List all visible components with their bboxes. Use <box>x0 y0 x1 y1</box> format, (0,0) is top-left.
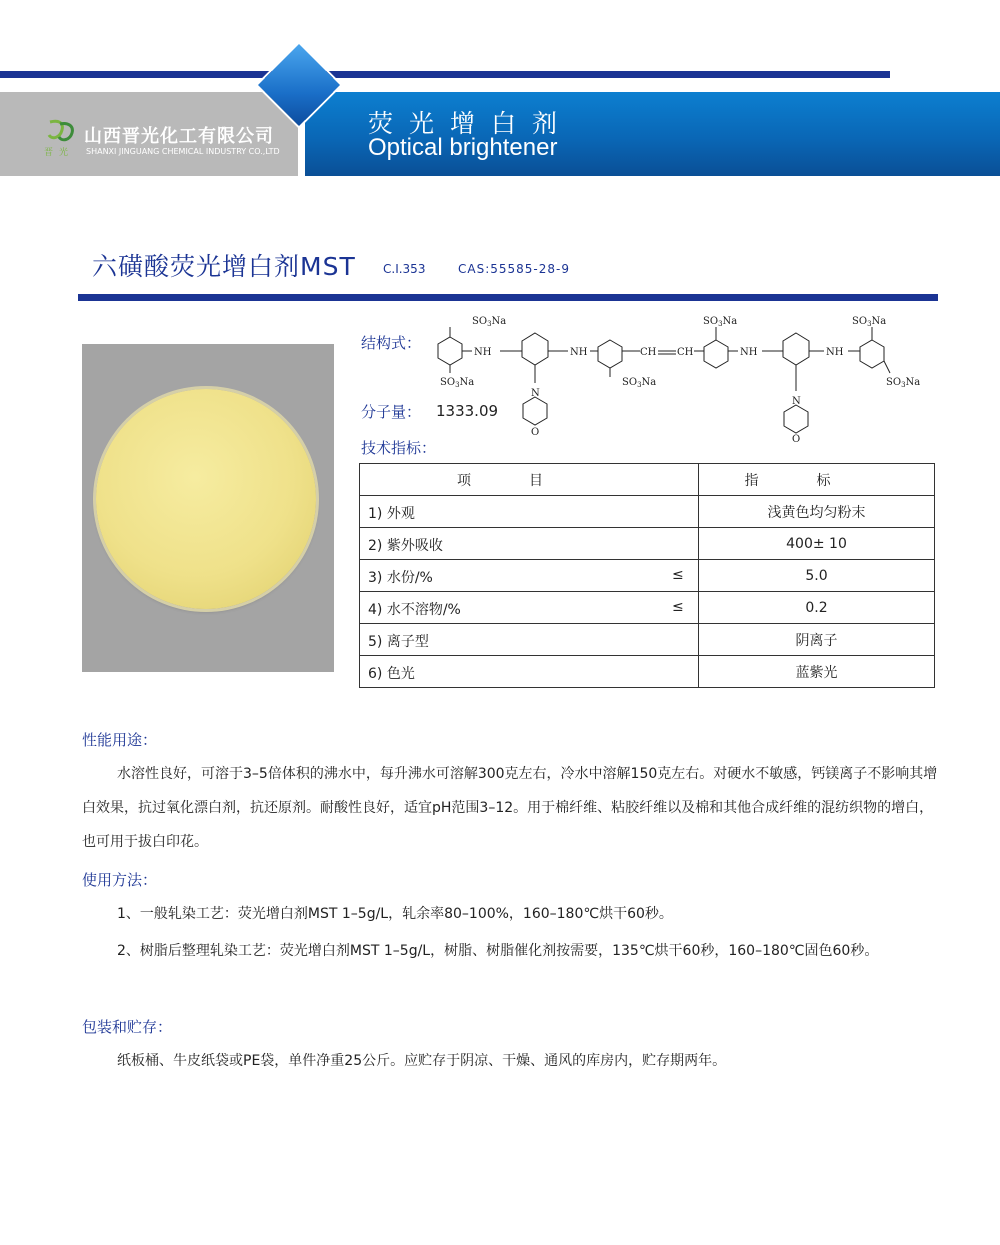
category-title-cn: 荧光增白剂 <box>368 109 574 138</box>
svg-text:SO3Na: $SO_3Na$ <box>703 316 738 328</box>
product-title: 六磺酸荧光增白剂MST <box>92 252 356 281</box>
svg-text:CH: CH <box>677 347 694 358</box>
molecular-weight-label: 分子量： <box>361 403 422 421</box>
table-row <box>360 560 935 592</box>
performance-text: 水溶性良好，可溶于3–5倍体积的沸水中，每升沸水可溶解300克左右，冷水中溶解150克左右。对硬水不敏感，钙镁离子不影响其增白效果，抗过氧化漂白剂，抗还原剂。耐酸性良好，适宜pH范围3–12。用于棉纤维、粘胶纤维以及棉和其他合成纤维的混纺织物的增白，也可用于拔白印花。 <box>82 766 938 850</box>
row-item: 5) 离子型 <box>368 634 429 650</box>
svg-text:SO3Na: $SO_3Na$ <box>886 377 921 389</box>
header-item: 项目 <box>360 464 699 496</box>
header-spec: 指标 <box>699 464 935 496</box>
performance-heading: 性能用途： <box>82 731 158 749</box>
molecular-weight-value: 1333.09 <box>436 402 499 420</box>
table-header-row <box>360 464 935 496</box>
category-title-en: Optical brightener <box>368 134 558 161</box>
company-name-cn: 山西晋光化工有限公司 <box>84 126 274 147</box>
product-cas-number: CAS:55585-28-9 <box>458 262 570 276</box>
header-top-rule <box>0 71 890 78</box>
table-row <box>360 528 935 560</box>
company-logo-icon <box>46 118 76 146</box>
svg-text:CH: CH <box>640 347 657 358</box>
svg-text:NH: NH <box>570 347 588 358</box>
company-name-en: SHANXI JINGUANG CHEMICAL INDUSTRY CO.,LTD <box>86 147 280 156</box>
row-value: 5.0 <box>699 560 935 592</box>
structural-formula <box>420 307 940 442</box>
usage-step-2: 2、树脂后整理轧染工艺：荧光增白剂MST 1–5g/L，树脂、树脂催化剂按需要，135℃烘干60秒，160–180℃固色60秒。 <box>117 943 879 959</box>
svg-text:NH: NH <box>474 347 492 358</box>
row-item: 4) 水不溶物/% <box>368 602 461 618</box>
spec-label: 技术指标： <box>361 439 437 457</box>
row-item: 3) 水份/% <box>368 570 433 586</box>
storage-text: 纸板桶、牛皮纸袋或PE袋，单件净重25公斤。应贮存于阴凉、干燥、通风的库房内，贮存期两年。 <box>117 1053 727 1069</box>
row-symbol: ≤ <box>672 567 684 583</box>
svg-text:O: O <box>792 434 801 442</box>
logo-subtext: 晋光 <box>44 148 75 158</box>
row-item: 2) 紫外吸收 <box>368 538 443 554</box>
powder-sample-dish <box>96 389 316 609</box>
row-value: 阴离子 <box>699 624 935 656</box>
svg-text:N: N <box>792 396 801 407</box>
svg-text:SO3Na: $SO_3Na$ <box>472 316 507 328</box>
svg-text:SO3Na: $SO_3Na$ <box>852 316 887 328</box>
table-row <box>360 656 935 688</box>
row-symbol: ≤ <box>672 599 684 615</box>
table-row <box>360 496 935 528</box>
table-row <box>360 592 935 624</box>
row-value: 400± 10 <box>699 528 935 560</box>
row-value: 0.2 <box>699 592 935 624</box>
svg-text:NH: NH <box>740 347 758 358</box>
title-rule <box>78 294 938 301</box>
svg-text:O: O <box>531 427 540 438</box>
usage-heading: 使用方法： <box>82 871 158 889</box>
product-ci-number: C.I.353 <box>383 262 426 276</box>
row-item: 6) 色光 <box>368 666 415 682</box>
spec-table <box>359 463 935 688</box>
storage-heading: 包装和贮存： <box>82 1018 173 1036</box>
svg-text:N: N <box>531 388 540 399</box>
row-value: 蓝紫光 <box>699 656 935 688</box>
structure-label: 结构式： <box>361 334 422 352</box>
row-item: 1) 外观 <box>368 506 415 522</box>
row-value: 浅黄色均匀粉末 <box>699 496 935 528</box>
table-row <box>360 624 935 656</box>
svg-text:SO3Na: $SO_3Na$ <box>440 377 475 389</box>
usage-step-1: 1、一般轧染工艺：荧光增白剂MST 1–5g/L，轧余率80–100%，160–180℃烘干60秒。 <box>117 906 673 922</box>
svg-text:NH: NH <box>826 347 844 358</box>
svg-text:SO3Na: $SO_3Na$ <box>622 377 657 389</box>
